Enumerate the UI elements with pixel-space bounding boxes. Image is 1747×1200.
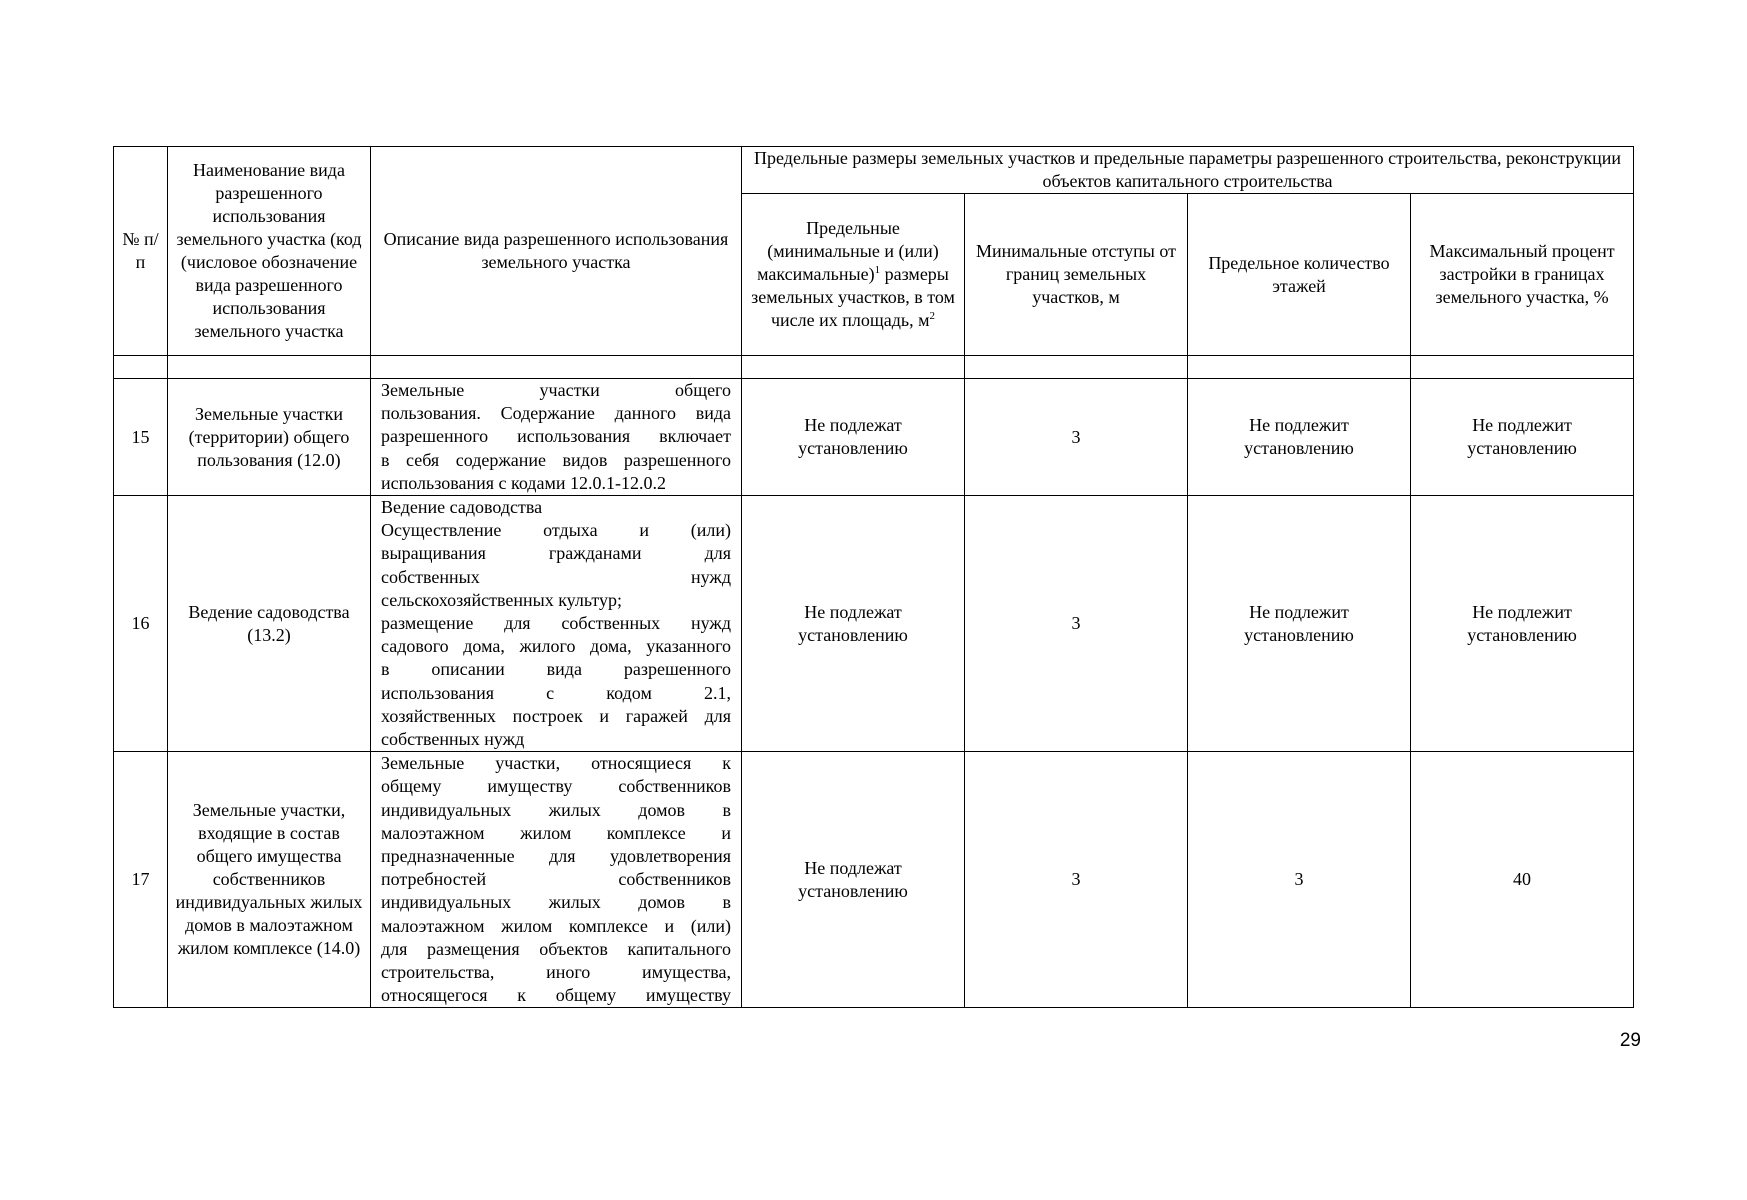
row-num: 15 — [114, 379, 168, 496]
table-row — [114, 752, 1634, 1008]
row-setbacks: 3 — [965, 496, 1188, 752]
footnote-mark: 1 — [874, 264, 881, 276]
row-description: Земельные участки общего пользования. Содержание данного вида разрешенного использования включает в себя содержание видов разрешенного использования с кодами 12.0.1-12.0.2 — [371, 379, 742, 496]
row-description: Земельные участки, относящиеся к общему имуществу собственников индивидуальных жилых домов в малоэтажном жилом комплексе и предназначенные для удовлетворения потребностей собственников индивидуальных жилых домов в малоэтажном жилом комплексе и (или) для размещения объектов капитального строительства, иного имущества, относящегося к общему имуществу — [371, 752, 742, 1008]
header-sizes-before: Предельные (минимальные и (или) максимальные) — [757, 218, 939, 284]
row-name: Ведение садоводства (13.2) — [168, 496, 371, 752]
row-coverage: 40 — [1411, 752, 1634, 1008]
header-setbacks: Минимальные отступы от границ земельных участков, м — [965, 194, 1188, 356]
row-description: Ведение садоводства Осуществление отдыха и (или) выращивания гражданами для собственных нужд сельскохозяйственных культур; размещение для собственных нужд садового дома, жилого дома, указанного в описании вида разрешенного использования с кодом 2.1, хозяйственных построек и гаражей для собственных нужд — [371, 496, 742, 752]
row-setbacks: 3 — [965, 752, 1188, 1008]
row-name: Земельные участки (территории) общего пользования (12.0) — [168, 379, 371, 496]
header-num: № п/п — [114, 147, 168, 356]
empty-row — [114, 356, 1634, 379]
header-limits-group: Предельные размеры земельных участков и предельные параметры разрешенного строительства, реконструкции объектов капитального строительства — [742, 147, 1634, 194]
header-row-top — [114, 147, 1634, 194]
row-num: 16 — [114, 496, 168, 752]
row-sizes: Не подлежат установлению — [742, 379, 965, 496]
header-sizes — [742, 194, 965, 356]
page-number: 29 — [1619, 1030, 1641, 1051]
header-floors: Предельное количество этажей — [1188, 194, 1411, 356]
header-sizes-after: размеры земельных участков, в том числе их площадь, м — [751, 264, 955, 330]
row-setbacks: 3 — [965, 379, 1188, 496]
row-num: 17 — [114, 752, 168, 1008]
row-name: Земельные участки, входящие в состав общего имущества собственников индивидуальных жилых домов в малоэтажном жилом комплексе (14.0) — [168, 752, 371, 1008]
table-row — [114, 379, 1634, 496]
row-coverage: Не подлежит установлению — [1411, 379, 1634, 496]
land-use-table — [113, 146, 1634, 1008]
unit-superscript: 2 — [929, 310, 935, 322]
row-coverage: Не подлежит установлению — [1411, 496, 1634, 752]
header-name: Наименование вида разрешенного использования земельного участка (код (числовое обозначение вида разрешенного использования земельного участка — [168, 147, 371, 356]
row-floors: Не подлежит установлению — [1188, 379, 1411, 496]
table-row — [114, 496, 1634, 752]
header-description: Описание вида разрешенного использования земельного участка — [371, 147, 742, 356]
row-sizes: Не подлежат установлению — [742, 496, 965, 752]
row-floors: Не подлежит установлению — [1188, 496, 1411, 752]
row-floors: 3 — [1188, 752, 1411, 1008]
row-sizes: Не подлежат установлению — [742, 752, 965, 1008]
header-coverage: Максимальный процент застройки в границах земельного участка, % — [1411, 194, 1634, 356]
